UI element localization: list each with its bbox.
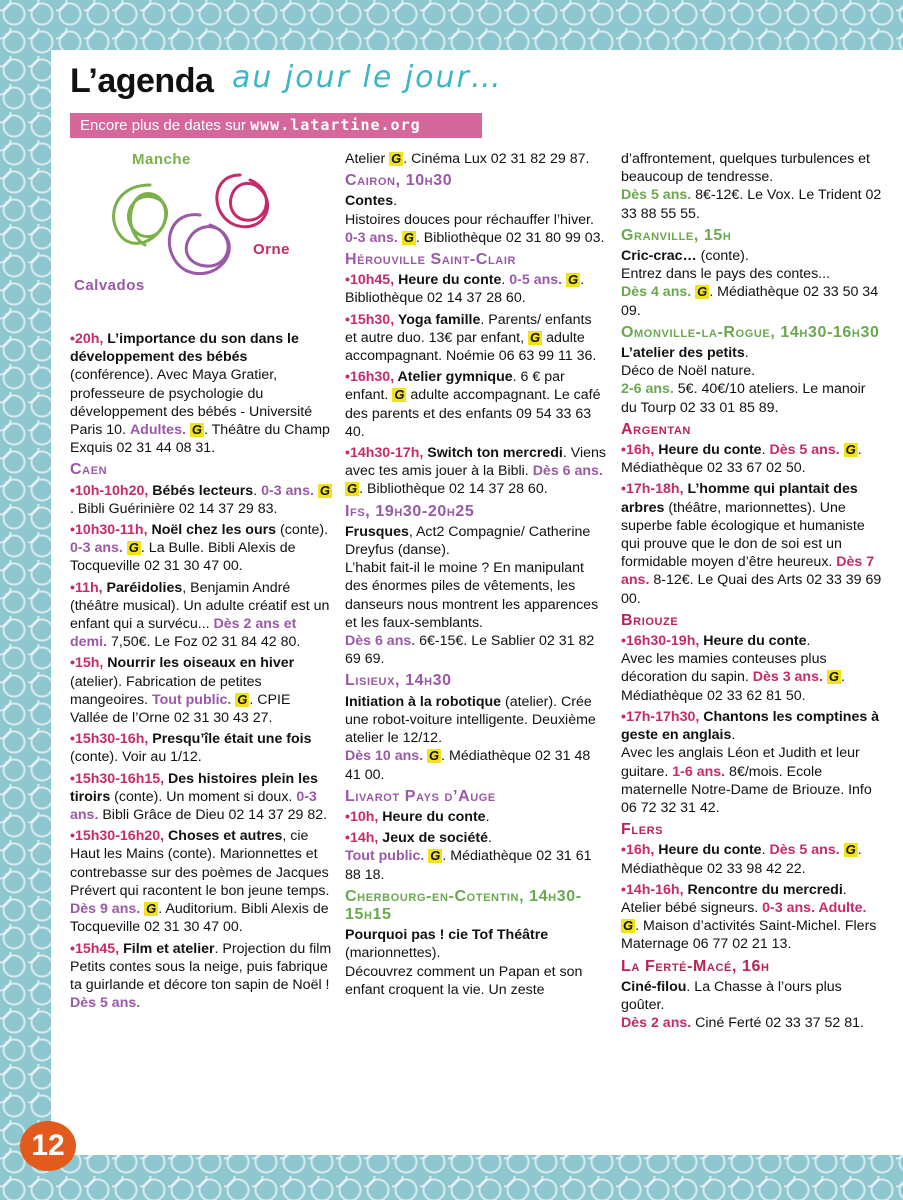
city-heading: Granville, 15h bbox=[621, 226, 732, 244]
banner-text: Encore plus de dates sur bbox=[80, 117, 251, 134]
agenda-entry: •16h30-19h, Heure du conte. Avec les mamies conteuses plus décoration du sapin. Dès 3 ans. G . Médiathèque 02 33 62 81 50. bbox=[621, 633, 845, 704]
map-label-manche: Manche bbox=[132, 151, 191, 168]
agenda-entry: •10h, Heure du conte. bbox=[345, 808, 490, 825]
agenda-entry: •14h, Jeux de société. Tout public. G . Médiathèque 02 31 61 88 18. bbox=[345, 830, 592, 883]
event-time: •10h, bbox=[345, 808, 379, 825]
event-time: •16h30-19h, bbox=[621, 633, 700, 650]
agenda-entry: •15h30-16h20, Choses et autres, cie Haut les Mains (conte). Marionnettes et contrebasse sur des poèmes de Jacques Prévert qui racontent le bon jeune temps. Dès 9 ans. G . Auditorium. Bibli Alexis de Tocqueville 02 31 30 47 00. bbox=[70, 828, 330, 936]
event-title: L’homme qui plantait des arbres bbox=[621, 481, 858, 516]
age-tag: Dès 3 ans. bbox=[752, 669, 823, 686]
free-badge-icon: G bbox=[347, 481, 358, 497]
event-title: Chantons les comptines à geste en anglais bbox=[621, 708, 880, 744]
city-heading: Flers bbox=[621, 821, 664, 839]
city-heading: Lisieux, 14h30 bbox=[345, 672, 452, 690]
free-badge-icon: G bbox=[391, 151, 402, 166]
free-badge-icon: G bbox=[430, 848, 441, 864]
agenda-entry: •16h30, Atelier gymnique. 6 € par enfant. G adulte accompagnant. Le café des parents et des enfants 09 54 33 63 40. bbox=[345, 369, 601, 440]
agenda-entry: •15h45, Film et atelier. Projection du film Petits contes sous la neige, puis fabrique ta guirlande et décore ton sapin de Noël ! Dès 5 ans. bbox=[70, 940, 332, 1012]
age-tag: 2-6 ans. bbox=[621, 381, 674, 398]
agenda-entry: •15h, Nourrir les oiseaux en hiver (atelier). Fabrication de petites mangeoires. Tout public. G . CPIE Vallée de l’Orne 02 31 30 43 27. bbox=[70, 655, 295, 727]
event-title: Heure du conte bbox=[378, 808, 486, 825]
free-badge-icon: G bbox=[319, 482, 331, 498]
age-tag: 1-6 ans. bbox=[672, 763, 726, 780]
event-title: Heure du conte bbox=[699, 633, 807, 650]
agenda-entry: Initiation à la robotique (atelier). Crée une robot-voiture intelligente. Deuxième atelier le 12/12. Dès 10 ans. G . Médiathèque 02 31 48 41 00. bbox=[345, 693, 596, 783]
free-badge-icon: G bbox=[237, 691, 248, 707]
event-time: •15h30-16h15, bbox=[70, 770, 165, 787]
event-title: Initiation à la robotique bbox=[345, 693, 502, 710]
agenda-entry: •10h45, Heure du conte. 0-5 ans. G . Bibliothèque 02 14 37 28 60. bbox=[345, 272, 585, 307]
agenda-entry: •15h30-16h, Presqu’île était une fois (conte). Voir au 1/12. bbox=[70, 731, 312, 766]
city-heading: Argentan bbox=[621, 420, 691, 438]
agenda-entry: L’atelier des petits. Déco de Noël nature. 2-6 ans. 5€. 40€/10 ateliers. Le manoir du Tourp 02 33 01 85 89. bbox=[621, 345, 866, 416]
agenda-entry: d’affrontement, quelques turbulences et beaucoup de tendresse. Dès 5 ans. 8€-12€. Le Vox. Le Trident 02 33 88 55 55. bbox=[621, 151, 882, 222]
age-tag: Dès 5 ans. bbox=[70, 995, 141, 1012]
agenda-entry: Cric-crac… (conte). Entrez dans le pays des contes... Dès 4 ans. G . Médiathèque 02 33 50 34 09. bbox=[621, 248, 879, 319]
age-tag: Dès 5 ans. bbox=[769, 442, 840, 459]
event-time: •20h, bbox=[70, 331, 104, 347]
event-time: •14h-16h, bbox=[621, 881, 684, 898]
event-time: •17h-17h30, bbox=[621, 708, 700, 725]
agenda-entry: Pourquoi pas ! cie Tof Théâtre (marionnettes). Découvrez comment un Papan et son enfant croquent la vie. Un zeste bbox=[345, 927, 583, 998]
agenda-entry: •10h30-11h, Noël chez les ours (conte). 0-3 ans. G . La Bulle. Bibli Alexis de Tocqueville 02 31 30 47 00. bbox=[70, 522, 329, 575]
event-title: Heure du conte bbox=[654, 842, 762, 859]
age-tag: Tout public. bbox=[152, 691, 232, 708]
agenda-column-1 bbox=[70, 330, 332, 1015]
page-subtitle: au jour le jour… bbox=[232, 60, 503, 95]
free-badge-icon: G bbox=[128, 540, 139, 556]
free-badge-icon: G bbox=[403, 229, 414, 245]
age-tag: Dès 10 ans. bbox=[345, 748, 424, 765]
age-tag: 0-3 ans. bbox=[261, 482, 314, 499]
agenda-entry: •16h, Heure du conte. Dès 5 ans. G . Médiathèque 02 33 67 02 50. bbox=[621, 442, 862, 477]
event-time: •15h30-16h, bbox=[70, 731, 149, 748]
free-badge-icon: G bbox=[845, 442, 856, 458]
age-tag: Dès 2 ans et demi. bbox=[70, 616, 297, 651]
free-badge-icon: G bbox=[146, 901, 157, 917]
free-badge-icon: G bbox=[623, 918, 634, 934]
agenda-entry: •20h, L’importance du son dans le développement des bébés (conférence). Avec Maya Gratier, professeure de psychologie du développement des bébés - Université Paris 10. Adultes. G . Théâtre du Champ Exquis 02 31 44 08 31. bbox=[70, 331, 330, 457]
event-title: Frusques bbox=[345, 523, 409, 540]
city-heading: Cherbourg-en-Cotentin, 14h30-15h15 bbox=[345, 887, 582, 923]
agenda-entry: •16h, Heure du conte. Dès 5 ans. G . Médiathèque 02 33 98 42 22. bbox=[621, 842, 862, 877]
agenda-entry: •11h, Paréidolies, Benjamin André (théâtre musical). Un adulte créatif est un enfant qui a survécu... Dès 2 ans et demi. 7,50€. Le Foz 02 31 84 42 80. bbox=[70, 579, 330, 651]
age-tag: 0-3 ans. bbox=[70, 540, 123, 557]
website-link[interactable]: www.latartine.org bbox=[250, 116, 421, 134]
city-heading: Ifs, 19h30-20h25 bbox=[345, 502, 475, 520]
event-time: •16h, bbox=[621, 842, 655, 859]
event-title: Paréidolies bbox=[102, 579, 183, 596]
agenda-entry: Contes. Histoires douces pour réchauffer l’hiver. 0-3 ans. G . Bibliothèque 02 31 80 99 03. bbox=[345, 193, 605, 246]
event-title: Contes bbox=[345, 193, 394, 210]
page-number: 12 bbox=[20, 1121, 76, 1171]
event-time: •11h, bbox=[70, 579, 103, 596]
agenda-entry: •15h30, Yoga famille. Parents/ enfants et autre duo. 13€ par enfant, G adulte accompagnant. Noémie 06 63 99 11 36. bbox=[345, 311, 597, 365]
agenda-entry: •15h30-16h15, Des histoires plein les tiroirs (conte). Un moment si doux. 0-3 ans. Bibli Grâce de Dieu 02 14 37 29 82. bbox=[70, 770, 328, 824]
age-tag: Dès 5 ans. bbox=[621, 187, 692, 204]
age-tag: Dès 7 ans. bbox=[621, 554, 875, 589]
event-title: Switch ton mercredi bbox=[423, 445, 563, 462]
agenda-entry: Frusques, Act2 Compagnie/ Catherine Dreyfus (danse). L’habit fait-il le moine ? En manipulant des énormes piles de vêtements, les danseurs nous montrent les apparences et les faux-semblants. Dès 6 ans. 6€-15€. Le Sablier 02 31 82 69 69. bbox=[345, 523, 599, 668]
event-title: Ciné-filou bbox=[621, 978, 687, 995]
event-title: Nourrir les oiseaux en hiver bbox=[103, 655, 295, 672]
free-badge-icon: G bbox=[828, 669, 840, 685]
free-badge-icon: G bbox=[530, 329, 541, 345]
agenda-column-3 bbox=[621, 150, 883, 1035]
city-heading: La Ferté-Macé, 16h bbox=[621, 957, 770, 975]
event-title: Heure du conte bbox=[394, 272, 502, 289]
age-tag: Dès 2 ans. bbox=[621, 1015, 692, 1032]
event-title: Noël chez les ours bbox=[147, 522, 277, 539]
age-tag: Dès 4 ans. bbox=[621, 284, 692, 301]
event-time: •10h-10h20, bbox=[70, 482, 149, 499]
event-time: •14h30-17h, bbox=[345, 445, 424, 462]
event-title: Yoga famille bbox=[394, 311, 481, 328]
event-title: Heure du conte bbox=[654, 442, 762, 459]
event-title: L’atelier des petits bbox=[621, 345, 745, 362]
city-heading: Omonville-la-Rogue, 14h30-16h30 bbox=[621, 323, 880, 341]
city-heading: Cairon, 10h30 bbox=[345, 172, 453, 190]
event-time: •16h, bbox=[621, 442, 655, 459]
event-title: Des histoires plein les tiroirs bbox=[70, 770, 318, 805]
event-time: •15h, bbox=[70, 655, 104, 672]
map-label-calvados: Calvados bbox=[74, 277, 145, 294]
agenda-entry: •14h30-17h, Switch ton mercredi. Viens avec tes amis jouer à la Bibli. Dès 6 ans. G . Bibliothèque 02 14 37 28 60. bbox=[345, 445, 606, 498]
agenda-entry: •14h-16h, Rencontre du mercredi. Atelier bébé signeurs. 0-3 ans. Adulte. G . Maison d’activités Saint-Michel. Flers Maternage 06 77 02 21 13. bbox=[621, 881, 877, 953]
event-title: Film et atelier bbox=[119, 940, 215, 957]
map-label-orne: Orne bbox=[253, 241, 291, 258]
agenda-entry: Atelier G . Cinéma Lux 02 31 82 29 87. bbox=[345, 151, 590, 167]
age-tag: 0-3 ans. Adulte. bbox=[762, 899, 867, 916]
event-title: Presqu’île était une fois bbox=[148, 731, 312, 748]
city-heading: Caen bbox=[70, 461, 108, 479]
region-map bbox=[70, 145, 310, 310]
city-heading: Livarot Pays d’Auge bbox=[345, 787, 496, 805]
free-badge-icon: G bbox=[191, 422, 202, 438]
free-badge-icon: G bbox=[568, 272, 579, 288]
free-badge-icon: G bbox=[394, 387, 405, 403]
event-time: •10h45, bbox=[345, 272, 395, 289]
age-tag: Dès 9 ans. bbox=[70, 901, 141, 918]
agenda-entry: •17h-18h, L’homme qui plantait des arbres (théâtre, marionnettes). Une superbe fable écologique et humaniste qui prouve que le don de soi est un formidable moyen d’être heureux. Dès 7 ans. 8-12€. Le Quai des Arts 02 33 39 69 00. bbox=[621, 481, 882, 607]
event-title: Bébés lecteurs bbox=[148, 482, 254, 499]
event-time: •17h-18h, bbox=[621, 481, 684, 498]
free-badge-icon: G bbox=[697, 284, 708, 300]
agenda-entry: •17h-17h30, Chantons les comptines à geste en anglais. Avec les anglais Léon et Judith et leur guitare. 1-6 ans. 8€/mois. Ecole maternelle Notre-Dame de Briouze. Info 06 72 32 31 42. bbox=[621, 708, 880, 816]
age-tag: 0-3 ans. bbox=[345, 229, 398, 246]
agenda-entry: Ciné-filou. La Chasse à l’ours plus goûter. Dès 2 ans. Ciné Ferté 02 33 37 52 81. bbox=[621, 978, 864, 1032]
age-tag: Dès 6 ans. bbox=[532, 463, 603, 480]
agenda-column-2 bbox=[345, 150, 607, 1002]
event-title: Rencontre du mercredi bbox=[683, 881, 843, 898]
free-badge-icon: G bbox=[845, 842, 856, 858]
age-tag: Dès 5 ans. bbox=[769, 842, 840, 859]
age-tag: Tout public. bbox=[345, 848, 425, 865]
age-tag: 0-5 ans. bbox=[509, 272, 563, 289]
page-title: L’agenda bbox=[70, 62, 214, 100]
calvados-scribble bbox=[169, 215, 229, 274]
age-tag: Dès 6 ans. bbox=[345, 633, 416, 650]
age-tag: Adultes. bbox=[129, 422, 186, 439]
city-heading: Briouze bbox=[621, 611, 679, 629]
website-banner bbox=[70, 113, 482, 138]
event-title: Pourquoi pas ! cie Tof Théâtre bbox=[345, 927, 549, 944]
event-time: •14h, bbox=[345, 830, 379, 847]
free-badge-icon: G bbox=[429, 748, 440, 764]
age-tag: 0-3 ans. bbox=[70, 788, 317, 824]
event-title: Choses et autres bbox=[164, 828, 283, 845]
event-title: L’importance du son dans le développement des bébés bbox=[70, 331, 299, 366]
manche-scribble bbox=[114, 185, 167, 245]
city-heading: Hérouville Saint-Clair bbox=[345, 251, 517, 269]
event-time: •15h30-16h20, bbox=[70, 828, 165, 845]
event-time: •15h45, bbox=[70, 940, 120, 957]
event-title: Cric-crac… bbox=[621, 248, 697, 265]
agenda-entry: •10h-10h20, Bébés lecteurs. 0-3 ans. G. Bibli Guérinière 02 14 37 29 83. bbox=[70, 482, 331, 517]
orne-scribble bbox=[217, 175, 268, 227]
event-time: •15h30, bbox=[345, 311, 395, 328]
event-title: Atelier gymnique bbox=[394, 369, 513, 386]
event-time: •16h30, bbox=[345, 369, 395, 386]
event-title: Jeux de société bbox=[378, 830, 488, 847]
event-time: •10h30-11h, bbox=[70, 522, 148, 539]
